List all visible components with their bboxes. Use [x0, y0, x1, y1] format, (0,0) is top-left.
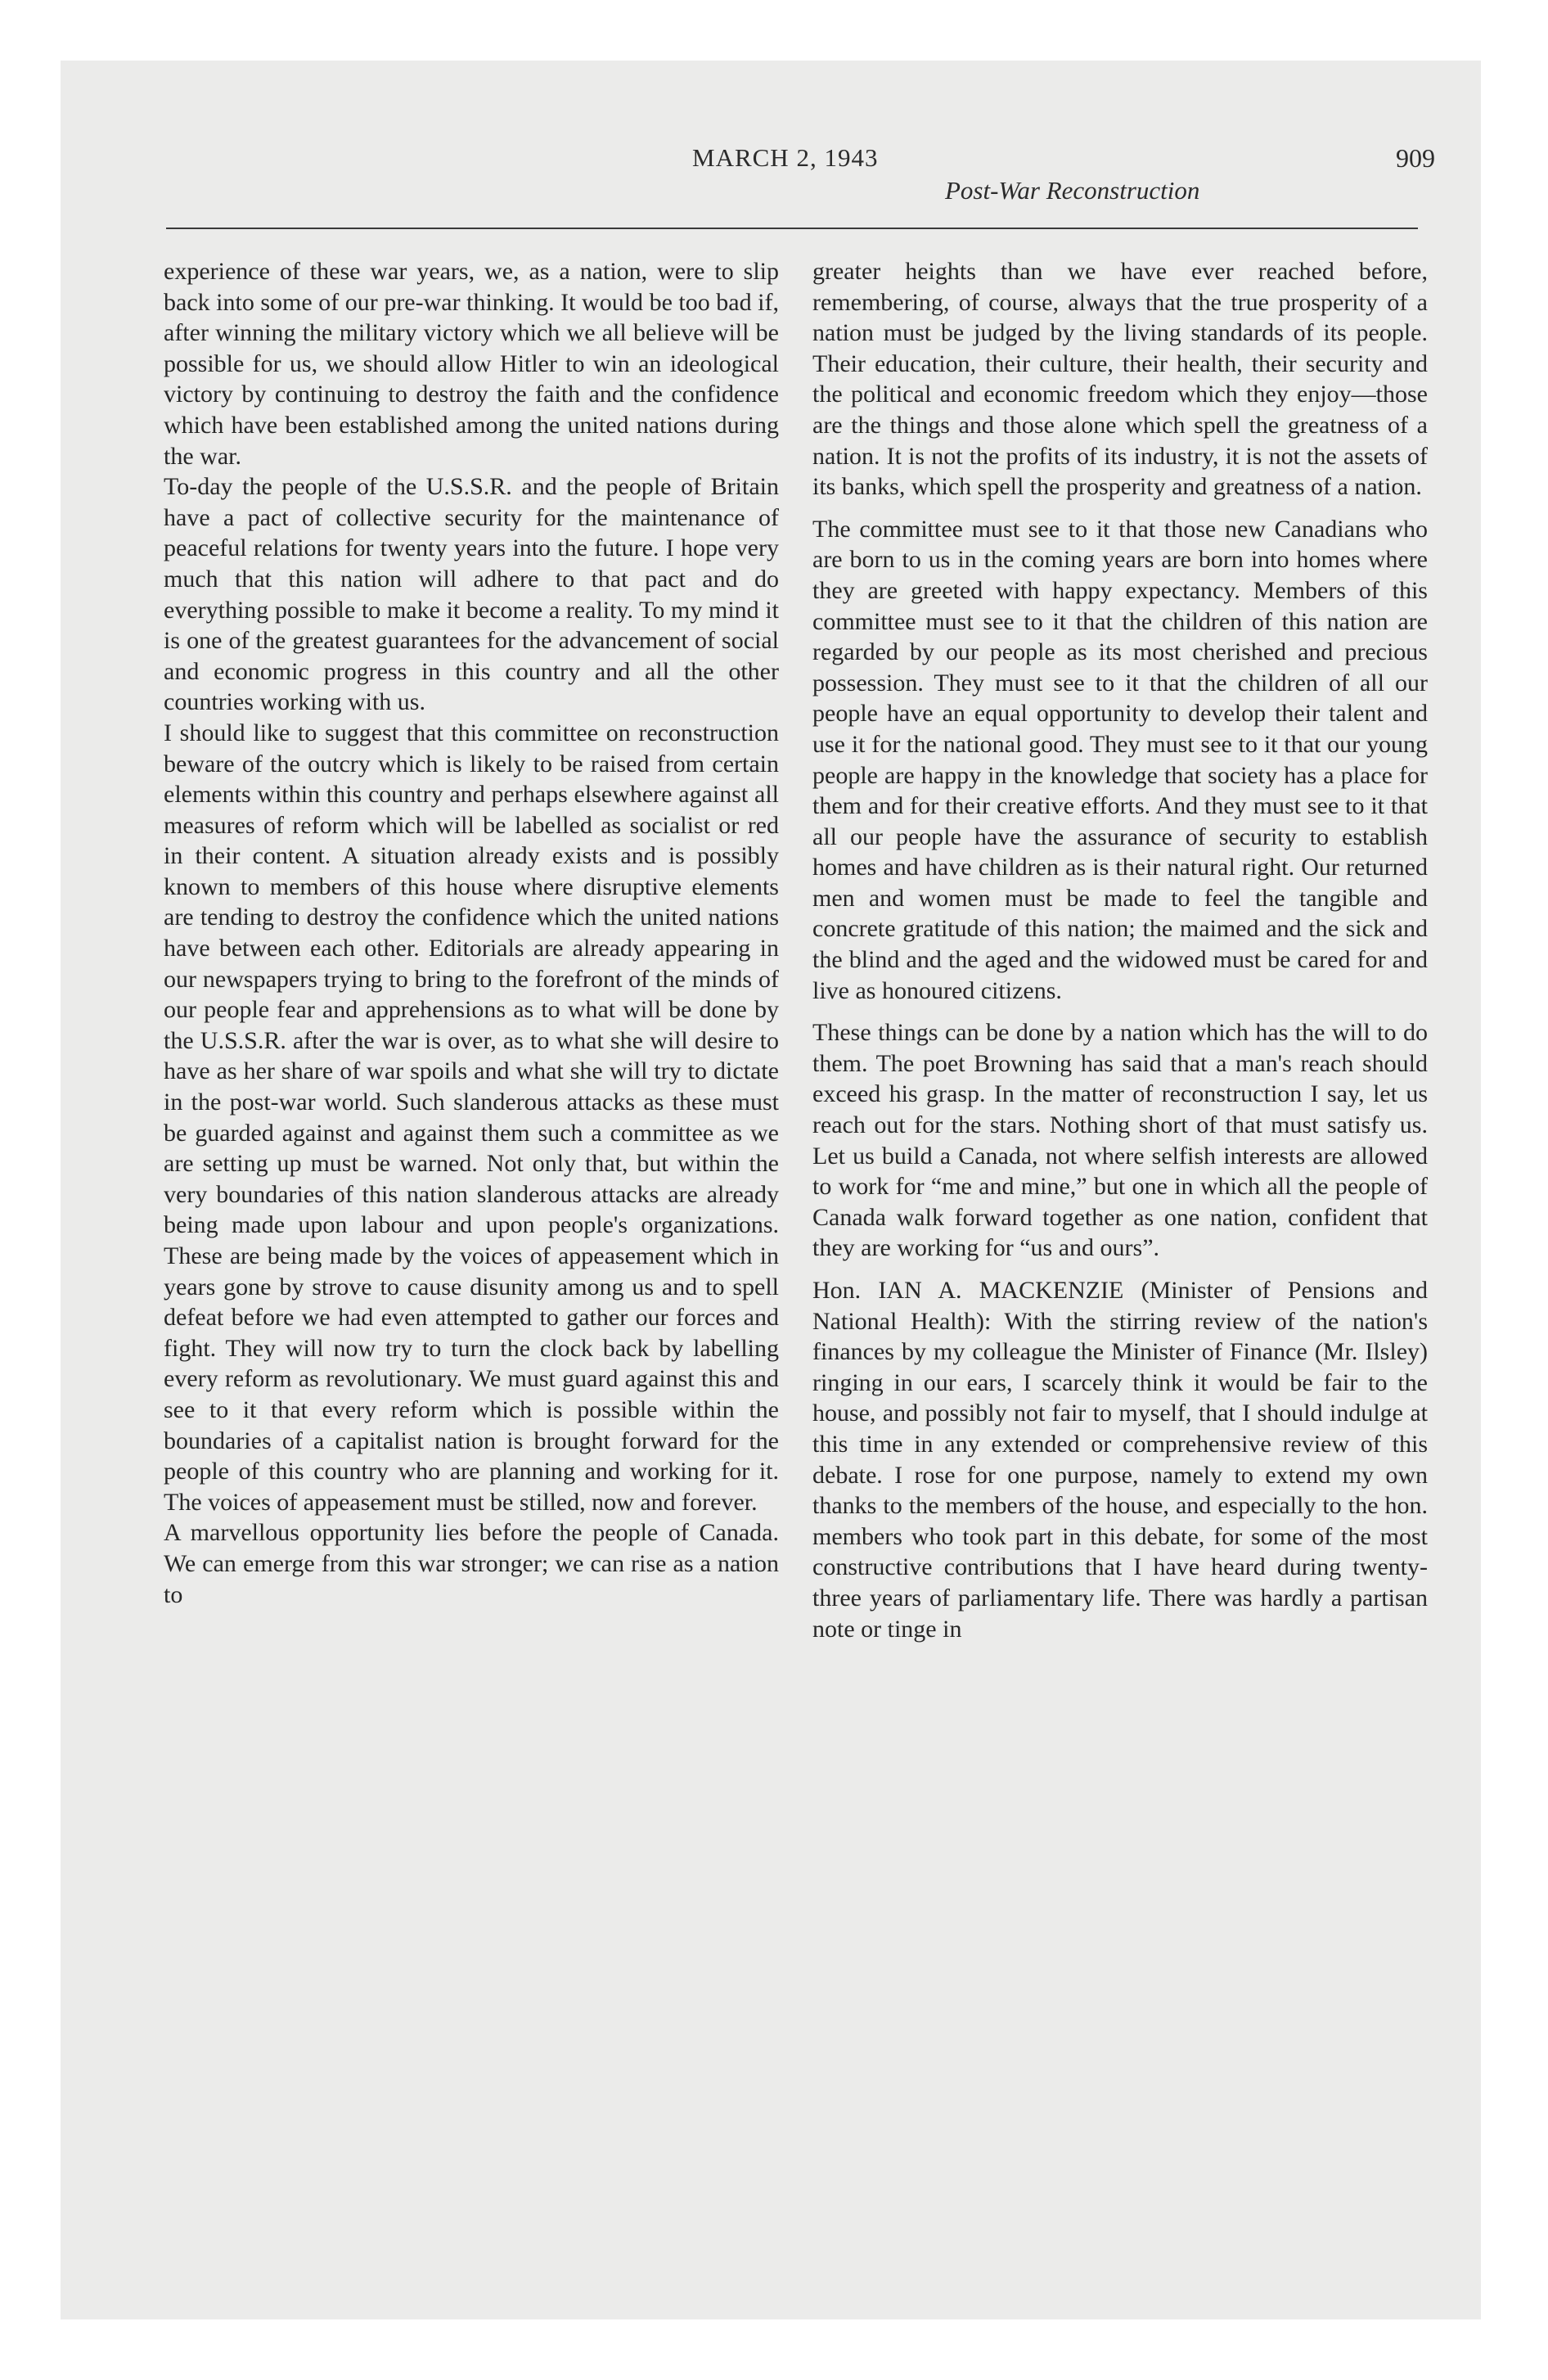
- page-number: 909: [1396, 143, 1435, 173]
- section-title: Post-War Reconstruction: [945, 176, 1200, 205]
- paragraph: These things can be done by a nation which has the will to do them. The poet Browning has said that a man's reach should exceed his grasp. In the matter of reconstruction I say, let us reach out for the stars. Nothing short of that must satisfy us. Let us build a Canada, not where selfish interests are allowed to work for “me and mine,” but one in which all the people of Canada walk forward together as one nation, confident that they are working for “us and ours”.: [812, 1019, 1428, 1262]
- speaker-paragraph: Hon. IAN A. MACKENZIE (Minister of Pensions and National Health): With the stirring review of the nation's finances by my colleague the Minister of Finance (Mr. Ilsley) ringing in our ears, I scarcely think it would be fair to the house, and possibly not fair to myself, that I should indulge at this time in any extended or comprehensive review of this debate. I rose for one purpose, namely to extend my own thanks to the members of the house, and especially to the hon. members who took part in this debate, for some of the most constructive contributions that I have heard during twenty-three years of parliamentary life. There was hardly a partisan note or tinge in: [812, 1277, 1428, 1643]
- header-date: MARCH 2, 1943: [692, 143, 879, 172]
- paragraph: The committee must see to it that those new Canadians who are born to us in the coming years are born into homes where they are greeted with happy expectancy. Members of this committee must see to it that the children of this nation are regarded by our people as its most cherished and precious possession. They must see to it that the children of all our people have an equal opportunity to develop their talent and use it for the national good. They must see to it that our young people are happy in the knowledge that society has a place for them and for their creative efforts. And they must see to it that all our people have the assurance of security to establish homes and have children as is their natural right. Our returned men and women must be made to feel the tangible and concrete gratitude of this nation; the maimed and the sick and the blind and the aged and the widowed must be cared for and live as honoured citizens.: [812, 515, 1428, 1004]
- paragraph: experience of these war years, we, as a nation, were to slip back into some of our pre-war thinking. It would be too bad if, after winning the military victory which we all believe will be possible for us, we should allow Hitler to win an ideological victory by continuing to destroy the faith and the confidence which have been established among the united nations during the war.: [164, 258, 779, 470]
- header-rule: [166, 228, 1418, 229]
- right-column: [812, 256, 1428, 2139]
- paragraph: A marvellous opportunity lies before the people of Canada. We can emerge from this war stronger; we can rise as a nation to: [164, 1519, 779, 1608]
- left-column: [164, 256, 779, 2139]
- paragraph: I should like to suggest that this committee on reconstruction beware of the outcry which is likely to be raised from certain elements within this country and perhaps elsewhere against all measures of reform which will be labelled as socialist or red in their content. A situation already exists and is possibly known to members of this house where disruptive elements are tending to destroy the confidence which the united nations have between each other. Editorials are already appearing in our newspapers trying to bring to the forefront of the minds of our people fear and apprehensions as to what will be done by the U.S.S.R. after the war is over, as to what she will desire to have as her share of war spoils and what she will try to dictate in the post-war world. Such slanderous attacks as these must be guarded against and against them such a committee as we are setting up must be warned. Not only that, but within the very boundaries of this nation slanderous attacks are already being made upon labour and upon people's organizations. These are being made by the voices of appeasement which in years gone by strove to cause disunity among us and to spell defeat before we had even attempted to gather our forces and fight. They will now try to turn the clock back by labelling every reform as revolutionary. We must guard against this and see to it that every reform which is possible within the boundaries of a capitalist nation is brought forward for the people of this country who are planning and working for it. The voices of appeasement must be stilled, now and forever.: [164, 719, 779, 1516]
- paragraph: To-day the people of the U.S.S.R. and the people of Britain have a pact of collective security for the maintenance of peaceful relations for twenty years into the future. I hope very much that this nation will adhere to that pact and do everything possible to make it become a reality. To my mind it is one of the greatest guarantees for the advancement of social and economic progress in this country and all the other countries working with us.: [164, 473, 779, 716]
- paragraph: greater heights than we have ever reached before, remembering, of course, always that the true prosperity of a nation must be judged by the living standards of its people. Their education, their culture, their health, their security and the political and economic freedom which they enjoy—those are the things and those alone which spell the greatness of a nation. It is not the profits of its industry, it is not the assets of its banks, which spell the prosperity and greatness of a nation.: [812, 258, 1428, 501]
